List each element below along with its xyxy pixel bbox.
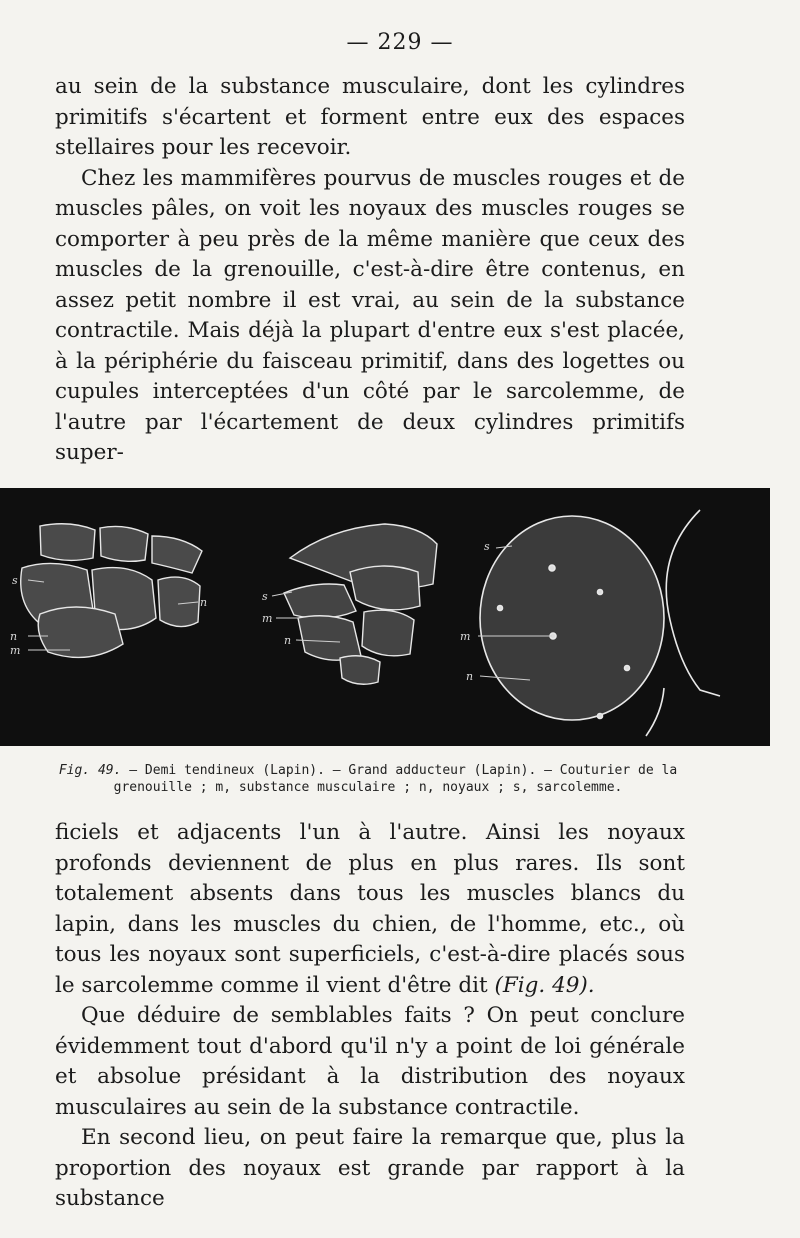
label-m: m	[460, 630, 471, 643]
paragraph-continued-text: ficiels et adjacents l'un à l'autre. Ainsi les noyaux profonds deviennent de plus en plus rares. Ils sont totalement absents dans tous les muscles blancs du lapin, dans les muscles du chien, de l'homme, etc., où tous les noyaux sont superficiels, c'est-à-dire placés sous le sarcolemme comme il vient d'être dit	[55, 820, 685, 998]
body-text-top	[55, 72, 685, 469]
figure-49-micrographs	[0, 488, 770, 746]
panel-couturier	[480, 510, 720, 736]
paragraph-continued	[55, 818, 685, 1001]
label-s: s	[484, 540, 490, 553]
paragraph: Chez les mammifères pourvus de muscles rouges et de muscles pâles, on voit les noyaux des muscles rouges se comporter à peu près de la même manière que ceux des muscles de la grenouille, c'est-à-dire être contenus, en assez petit nombre il est vrai, au sein de la substance contractile. Mais déjà la plupart d'entre eux s'est placée, à la périphérie du faisceau primitif, dans des logettes ou cupules interceptées d'un côté par le sarcolemme, de l'autre par l'écartement de deux cylindres primitifs super-	[55, 165, 685, 465]
label-n: n	[284, 634, 292, 647]
label-m: m	[262, 612, 273, 625]
panel-grand-adducteur	[284, 524, 437, 684]
figure-caption	[48, 762, 688, 796]
label-n: n	[466, 670, 474, 683]
page-number: — 229 —	[346, 30, 454, 55]
label-n: n	[10, 630, 18, 643]
caption-text: — Demi tendineux (Lapin). — Grand adducteur (Lapin). — Couturier de la grenouille ; m, substance musculaire ; n, noyaux ; s, sarcolemme.	[113, 763, 678, 795]
label-s: s	[12, 574, 18, 587]
label-s: s	[262, 590, 268, 603]
paragraph: au sein de la substance musculaire, dont les cylindres primitifs s'écartent et forment entre eux des espaces stellaires pour les recevoir.	[55, 74, 685, 160]
label-n: n	[200, 596, 208, 609]
caption-label: Fig. 49.	[58, 763, 122, 778]
body-text-bottom	[55, 818, 685, 1215]
paragraph: En second lieu, on peut faire la remarque que, plus la proportion des noyaux est grande par rapport à la substance	[55, 1125, 685, 1211]
figure-reference: (Fig. 49).	[494, 972, 595, 998]
label-m: m	[10, 644, 21, 657]
figure-49-drawing	[0, 488, 770, 746]
paragraph: Que déduire de semblables faits ? On peut conclure évidemment tout d'abord qu'il n'y a point de loi générale et absolue présidant à la distribution des noyaux musculaires au sein de la substance contractile.	[55, 1003, 685, 1120]
panel-demi-tendineux	[21, 524, 202, 658]
